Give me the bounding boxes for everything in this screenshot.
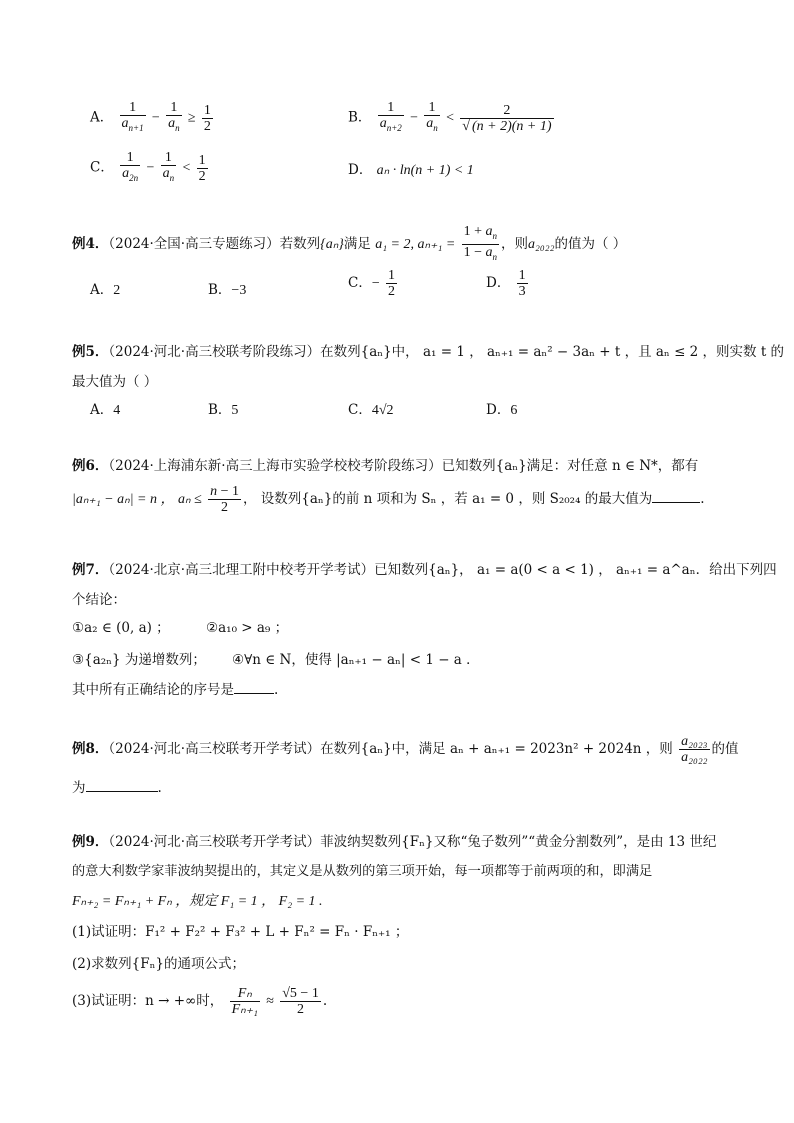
ex5-option-a: A．4: [90, 402, 121, 418]
option-d-label: D．: [348, 162, 373, 178]
example-source: （2024·全国·高三专题练习）: [108, 236, 280, 252]
example-source: （2024·北京·高三北理工附中校考开学考试）: [108, 562, 375, 578]
option-c-label: C．: [90, 159, 114, 176]
example-8-line2: 为 .: [72, 780, 162, 796]
example-9-line2: 的意大利数学家菲波纳契提出的，其定义是从数列的第三项开始，每一项都等于前两项的和，即满足: [72, 864, 653, 879]
ex4-option-d: D． $\frac{1}{3}$: [486, 268, 526, 299]
fraction: $\frac{1}{2}$: [203, 102, 211, 134]
example-label: 例6．: [72, 458, 109, 474]
ex5-option-b: B．5: [208, 402, 239, 418]
math-op: <: [446, 110, 454, 126]
example-9-line3: Fₙ₊₂ = Fₙ₊₁ + Fₙ ，规定 F₁ = 1 ， F₂ = 1 .: [72, 894, 323, 909]
question-3: (3)试证明：n → +∞时， $\frac{\text{Fₙ}}{\text{Fₙ₊₁}}$ ≈ $\frac{√5 - 1}{2}$ .: [72, 986, 328, 1017]
ex4-option-c: C．− $\frac{1}{2}$: [348, 268, 396, 299]
example-6-line2: |aₙ₊₁ − aₙ| = n ， aₙ ≤ $\frac{n - 1}{2}$ ， 设数列{aₙ}的前 n 项和为 Sₙ ，若 a₁ = 0 ，则 S₂₀₂₄ 的最大值为 .: [72, 484, 705, 515]
fraction: $\frac{1}{3}$: [518, 268, 526, 299]
conclusion-1: ①a₂ ∈ (0, a) ；: [72, 620, 170, 636]
fraction: $\frac{√5 - 1}{2}$: [282, 986, 319, 1017]
fraction: $\frac{1}{a_{n+2}}$: [379, 100, 402, 133]
example-source: （2024·河北·高三校联考开学考试）: [108, 741, 321, 757]
ex5-option-c: C．4√2: [348, 402, 394, 418]
math-op: <: [182, 160, 191, 176]
conclusion-4: ④∀n ∈ N，使得 |aₙ₊₁ − aₙ| < 1 − a ．: [232, 652, 480, 668]
example-7-line2: 个结论：: [72, 592, 126, 608]
option-d-prev: [348, 158, 474, 179]
fraction: $\frac{1}{2}$: [198, 152, 206, 184]
option-a-prev: A． $\frac{1}{a_{n+1}}$ − $\frac{1}{a_n}$ ≥ $\frac{1}{2}$: [90, 100, 215, 136]
example-8: 例8．（2024·河北·高三校联考开学考试）在数列{aₙ}中，满足 aₙ + aₙ₊₁ = 2023n² + 2024n ，则 $\frac{\text{a₂₀₂₃}}{\text{a₂₀₂₂}}$ 的值: [72, 734, 739, 765]
example-5-line2: 最大值为（ ）: [72, 374, 158, 390]
example-7-line5: 其中所有正确结论的序号是 .: [72, 682, 279, 698]
example-source: （2024·河北·高三校联考阶段练习）: [108, 344, 321, 360]
example-source: （2024·上海浦东新·高三上海市实验学校校考阶段练习）: [108, 458, 442, 474]
conclusion-3: ③{a₂ₙ} 为递增数列；: [72, 652, 206, 668]
option-b-label: B．: [348, 109, 372, 126]
math-op: ≥: [187, 110, 196, 126]
ex4-option-a: A．2: [90, 282, 121, 298]
fraction: $\frac{1}{a_n}$: [168, 100, 180, 133]
example-label: 例5．: [72, 344, 109, 360]
example-4: 例4．（2024·全国·高三专题练习）若数列{aₙ}满足 a₁ = 2, aₙ₊₁ = $\frac{1 + a_n}{1 - a_n}$ ，则a₂₀₂₂的值为（ ）: [72, 224, 626, 265]
example-5: 例5．（2024·河北·高三校联考阶段练习）在数列{aₙ}中， a₁ = 1 ， aₙ₊₁ = aₙ² − 3aₙ + t ，且 aₙ ≤ 2 ，则实数 t 的: [72, 344, 785, 360]
fraction: $\frac{1}{a_{2n}}$: [122, 150, 139, 183]
answer-blank[interactable]: [652, 490, 700, 503]
ex4-option-b: B．−3: [208, 282, 247, 298]
answer-blank[interactable]: [234, 681, 274, 694]
example-6: 例6．（2024·上海浦东新·高三上海市实验学校校考阶段练习）已知数列{aₙ}满足：对任意 n ∈ N*，都有: [72, 458, 699, 474]
example-7: 例7．（2024·北京·高三北理工附中校考开学考试）已知数列{aₙ}， a₁ = a(0 < a < 1) ， aₙ₊₁ = a^aₙ．给出下列四: [72, 562, 777, 578]
question-1: (1)试证明：F₁² + F₂² + F₃² + L + Fₙ² = Fₙ · Fₙ₊₁ ；: [72, 924, 409, 940]
fraction: $\frac{1}{a_{n+1}}$: [121, 100, 144, 133]
fraction: $\frac{n - 1}{2}$: [210, 484, 239, 515]
fraction: $\frac{\text{Fₙ}}{\text{Fₙ₊₁}}$: [231, 986, 258, 1017]
fraction: $\frac{1}{2}$: [388, 268, 396, 299]
example-9: 例9．（2024·河北·高三校联考开学考试）菲波纳契数列{Fₙ}又称“兔子数列”“黄金分割数列”，是由 13 世纪: [72, 834, 717, 850]
ex5-option-d: D．6: [486, 402, 518, 418]
fraction: $\frac{\text{a₂₀₂₃}}{\text{a₂₀₂₂}}$: [681, 734, 708, 765]
option-c-prev: C． $\frac{1}{a_{2n}}$ − $\frac{1}{a_n}$ < $\frac{1}{2}$: [90, 150, 210, 186]
fraction: $\frac{1 + a_n}{1 - a_n}$: [463, 224, 497, 262]
conclusion-2: ②a₁₀ > a₉ ；: [206, 620, 289, 636]
fraction: $\frac{1}{a_n}$: [426, 100, 438, 133]
example-label: 例8．: [72, 741, 109, 757]
fraction: $\frac{1}{a_n}$: [162, 150, 175, 183]
example-source: （2024·河北·高三校联考开学考试）: [108, 834, 321, 850]
example-label: 例7．: [72, 562, 109, 578]
fraction: $\frac{2}{√ (n + 2)(n + 1)}$: [462, 102, 552, 134]
example-label: 例4．: [72, 236, 109, 252]
answer-blank[interactable]: [86, 779, 158, 792]
option-a-label: A．: [90, 109, 114, 126]
example-label: 例9．: [72, 834, 109, 850]
option-b-prev: B． $\frac{1}{a_{n+2}}$ − $\frac{1}{a_n}$ < $\frac{2}{√ (n + 2)(n + 1)}$: [348, 100, 556, 136]
option-d-math: aₙ · ln(n + 1) < 1: [376, 163, 474, 178]
question-2: (2)求数列{Fₙ}的通项公式；: [72, 956, 246, 972]
